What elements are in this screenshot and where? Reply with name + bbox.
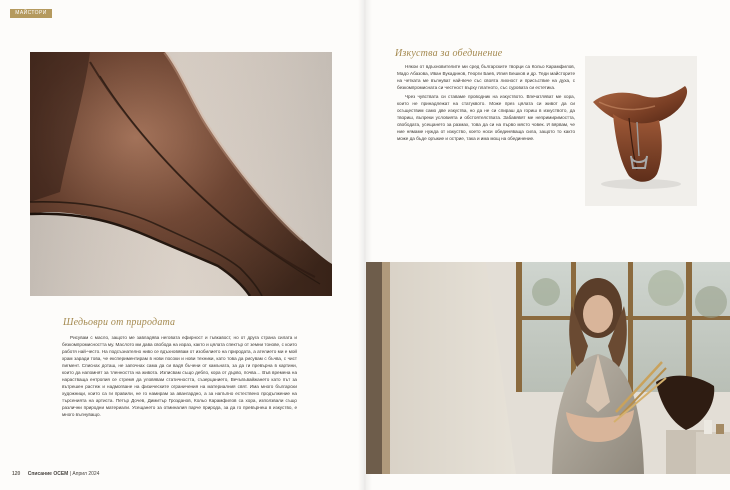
- left-heading: Шедьоври от природата: [63, 317, 176, 328]
- artist-portrait-image: [366, 262, 730, 474]
- section-tag: МАЙСТОРИ: [10, 9, 52, 18]
- footer-separator: |: [69, 471, 73, 477]
- right-body-text: [397, 63, 575, 248]
- right-paragraph-2: Чрез чувствата си ставаме проводник на изкуството. Впечатляват ме хора, които не принадлежат на статуквото. Може през цялата си живот да си осъществим само две изкуства, но да не си спираш да гориш в изкуството, да твориш, въпреки условията и обстоятелствата. Забавявят ме непримиримостта, свободата, усещането за размах, това да си на първо място човек. И вярвам, че ние нямаме нужда от изкуство, което носи обединяваща сила, защото то както може да бъде оръжие и острие, така и има мощ на обединение.: [397, 94, 575, 141]
- left-body-text: [62, 334, 297, 459]
- saddle-image: [585, 56, 697, 206]
- left-paragraph: Рисувам с масло, защото ме завладява неговата ефирност и гъвкавост, но от друга страна силата и безкомпромисността му. Маслото ми дава свобода на израз, както и цялата спектър от земни тонове, с които работя най-често. На подсъзнателно ниво се вдъхновявам от изобилието на природата, а ателието ми е мой храм заради това, че експериментирам в нови посоки и нови техники, като това да рисувам с бъчва, с чист пигмент. Списнах доташ, не започнах сама да си вадя бъчени от камъната, за да ги превърна в картини, които да напомнят за тленността на живота. Изписвам също дебло, кора от дърво, почва… Във времена на нарастваща ентропия се стремя да уловявам статичността, съзерцанието, Вечъвъвайжането като път за вътрешен растеж и надмогване на физическите ограничения на материалния свят. Има много български художници, които са ги правили, не го намирам за авангардно, а за напълно естествено продължение на търсенията на артиста. Петър Дочев, Димитър Грозданов, Кольо Карамфилов са хора, използвали също различни природни материали. Усещането за отминалия парче природа, за да го превърнеш в изкуство, е много вълнуващо.: [62, 335, 297, 417]
- right-heading: Изкуства за обединение: [395, 48, 503, 59]
- issue-date: Април 2024: [72, 471, 100, 477]
- horse-painting-image: [30, 52, 332, 296]
- page-footer: [12, 471, 99, 477]
- magazine-name: Списание ОСЕМ: [27, 471, 69, 477]
- right-paragraph-1: Някои от вдъхновителите ми сред българските творци са Кольо Карамфилов, Мадо Абазова, Иван Вукадинов, Георги Баев, Илия Бешков и др. Теди майсторите на четката ме вълнуват най-вече със своята лихност и присъствие на духа, с безкомпромисната си честност върху платното, със суровата си естетика.: [397, 64, 575, 90]
- page-number: 120: [12, 471, 21, 477]
